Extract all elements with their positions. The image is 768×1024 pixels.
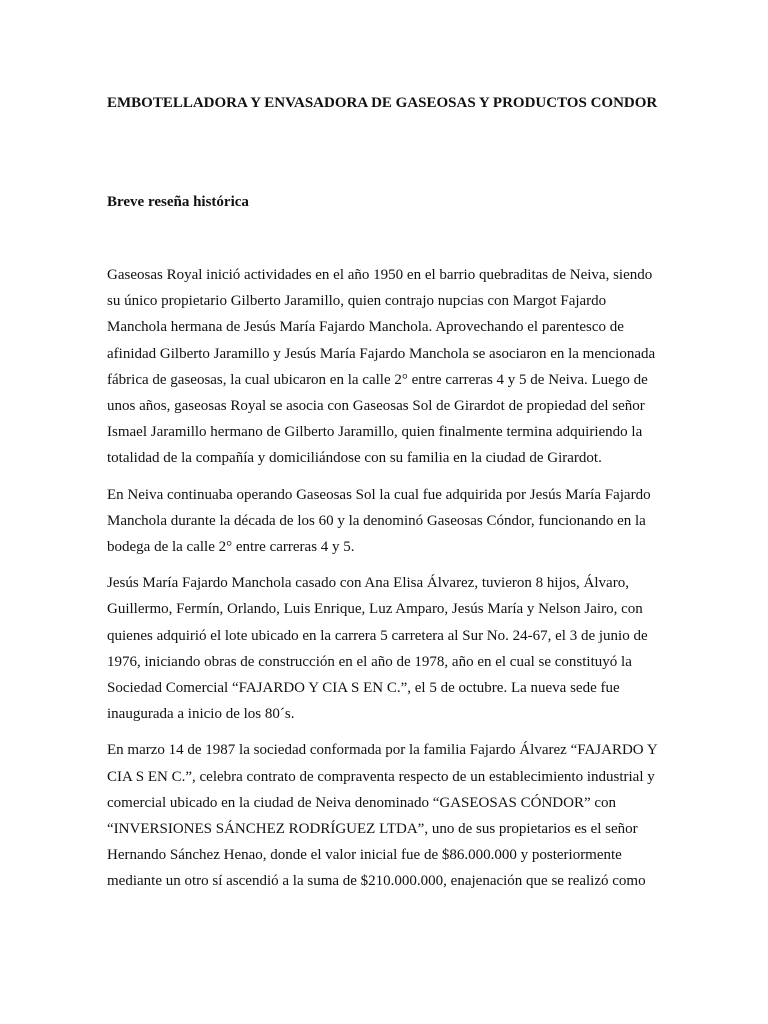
paragraph: En marzo 14 de 1987 la sociedad conformada por la familia Fajardo Álvarez “FAJARDO Y CIA S EN C.”, celebra contrato de compraventa respecto de un establecimiento industrial y comercial ubicado en la ciudad de Neiva denominado “GASEOSAS CÓNDOR” con “INVERSIONES SÁNCHEZ RODRÍGUEZ LTDA”, uno de sus propietarios es el señor Hernando Sánchez Henao, donde el valor inicial fue de $86.000.000 y posteriormente mediante un otro sí ascendió a la suma de $210.000.000, enajenación que se realizó como xyxy=(107,742,658,890)
paragraph: Jesús María Fajardo Manchola casado con Ana Elisa Álvarez, tuvieron 8 hijos, Álvaro, Guillermo, Fermín, Orlando, Luis Enrique, Luz Amparo, Jesús María y Nelson Jairo, con quienes adquirió el lote ubicado en la carrera 5 carretera al Sur No. 24-67, el 3 de junio de 1976, iniciando obras de construcción en el año de 1978, año en el cual se constituyó la Sociedad Comercial “FAJARDO Y CIA S EN C.”, el 5 de octubre. La nueva sede fue inaugurada a inicio de los 80´s. xyxy=(107,575,648,723)
section-heading: Breve reseña histórica xyxy=(107,194,249,210)
document-body xyxy=(107,262,667,905)
document-title: EMBOTELLADORA Y ENVASADORA DE GASEOSAS Y PRODUCTOS CONDOR xyxy=(107,95,658,111)
paragraph: Gaseosas Royal inició actividades en el año 1950 en el barrio quebraditas de Neiva, siendo su único propietario Gilberto Jaramillo, quien contrajo nupcias con Margot Fajardo Manchola hermana de Jesús María Fajardo Manchola. Aprovechando el parentesco de afinidad Gilberto Jaramillo y Jesús María Fajardo Manchola se asociaron en la mencionada fábrica de gaseosas, la cual ubicaron en la calle 2° entre carreras 4 y 5 de Neiva. Luego de unos años, gaseosas Royal se asocia con Gaseosas Sol de Girardot de propiedad del señor Ismael Jaramillo hermano de Gilberto Jaramillo, quien finalmente termina adquiriendo la totalidad de la compañía y domiciliándose con su familia en la ciudad de Girardot. xyxy=(107,267,656,467)
paragraph: En Neiva continuaba operando Gaseosas Sol la cual fue adquirida por Jesús María Fajardo Manchola durante la década de los 60 y la denominó Gaseosas Cóndor, funcionando en la bodega de la calle 2° entre carreras 4 y 5. xyxy=(107,486,651,556)
